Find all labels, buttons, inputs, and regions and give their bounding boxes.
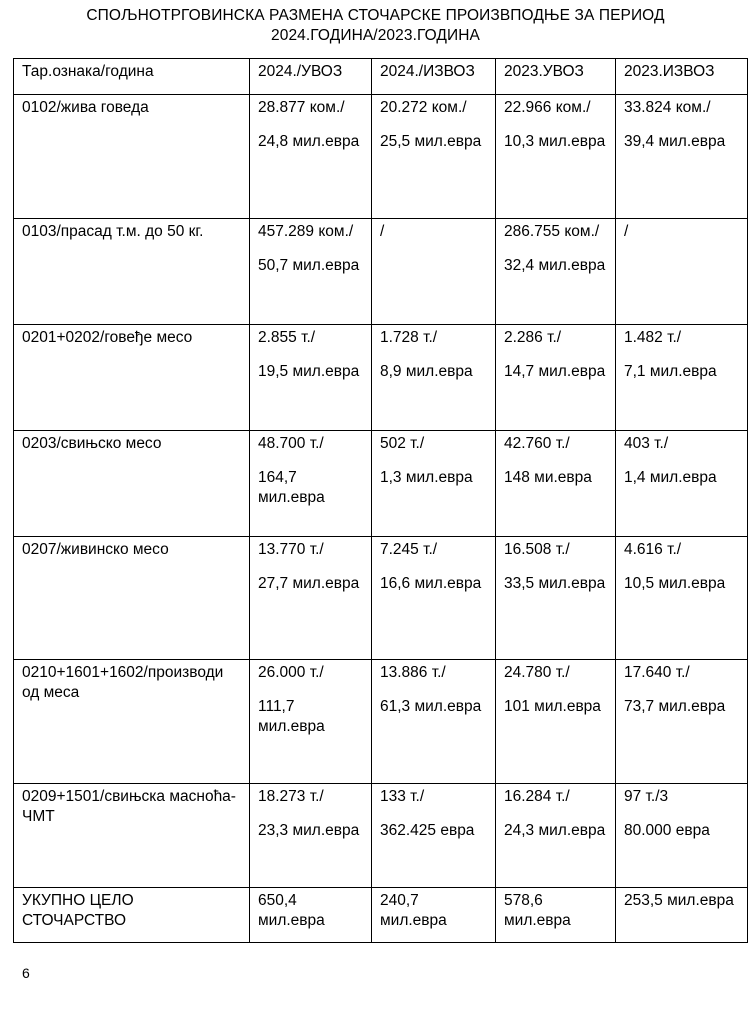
- row-label-cell: 0209+1501/свињска масноћа-ЧМТ: [14, 784, 250, 888]
- cell-value: 148 ми.евра: [504, 469, 592, 486]
- table-row: [14, 537, 748, 660]
- cell-value: 1,3 мил.евра: [380, 469, 473, 486]
- value-cell: [496, 431, 616, 537]
- cell-value: 80.000 евра: [624, 822, 710, 839]
- cell-value: 111,7 мил.евра: [258, 698, 325, 735]
- value-cell: [372, 888, 496, 943]
- cell-quantity: 1.728 т./: [380, 329, 438, 346]
- value-cell: [250, 660, 372, 784]
- cell-value: 10,5 мил.евра: [624, 575, 726, 592]
- row-label-cell: 0207/живинско месо: [14, 537, 250, 660]
- cell-quantity: 502 т./: [380, 435, 425, 452]
- cell-quantity: 2.855 т./: [258, 329, 316, 346]
- cell-quantity: 253,5 мил.евра: [624, 892, 734, 909]
- cell-quantity: 133 т./: [380, 788, 425, 805]
- value-cell: [372, 660, 496, 784]
- table-row: [14, 660, 748, 784]
- header-cell-2023-export: 2023.ИЗВОЗ: [616, 59, 748, 95]
- table-row: [14, 219, 748, 325]
- value-cell: [616, 95, 748, 219]
- cell-quantity: 26.000 т./: [258, 664, 324, 681]
- cell-value: 23,3 мил.евра: [258, 822, 360, 839]
- value-cell: [496, 784, 616, 888]
- cell-value: 164,7 мил.евра: [258, 469, 325, 506]
- cell-value: 25,5 мил.евра: [380, 133, 482, 150]
- cell-quantity: 2.286 т./: [504, 329, 562, 346]
- cell-quantity: 20.272 ком./: [380, 99, 467, 116]
- value-cell: [496, 660, 616, 784]
- cell-value: 101 мил.евра: [504, 698, 601, 715]
- cell-quantity: 240,7 мил.евра: [380, 892, 447, 929]
- table-header-row: [14, 59, 748, 95]
- cell-value: 32,4 мил.евра: [504, 257, 606, 274]
- cell-value: 50,7 мил.евра: [258, 257, 360, 274]
- cell-value: 14,7 мил.евра: [504, 363, 606, 380]
- table-body: [14, 95, 748, 943]
- row-label-cell: 0203/свињско месо: [14, 431, 250, 537]
- cell-quantity: 42.760 т./: [504, 435, 570, 452]
- cell-value: 10,3 мил.евра: [504, 133, 606, 150]
- cell-value: 61,3 мил.евра: [380, 698, 482, 715]
- cell-quantity: 22.966 ком./: [504, 99, 591, 116]
- cell-value: 8,9 мил.евра: [380, 363, 473, 380]
- cell-quantity: 7.245 т./: [380, 541, 438, 558]
- value-cell: [250, 95, 372, 219]
- cell-quantity: 24.780 т./: [504, 664, 570, 681]
- value-cell: [372, 95, 496, 219]
- row-label-cell: УКУПНО ЦЕЛО СТОЧАРСТВО: [14, 888, 250, 943]
- trade-table: [13, 58, 748, 943]
- cell-quantity: 4.616 т./: [624, 541, 682, 558]
- cell-quantity: 13.886 т./: [380, 664, 446, 681]
- title-line-2: 2024.ГОДИНА/2023.ГОДИНА: [271, 27, 480, 44]
- title-line-1: СПОЉНОТРГОВИНСКА РАЗМЕНА СТОЧАРСКЕ ПРОИЗВПОДЊЕ ЗА ПЕРИОД: [86, 7, 665, 24]
- header-cell-2024-import: 2024./УВОЗ: [250, 59, 372, 95]
- cell-value: 1,4 мил.евра: [624, 469, 717, 486]
- cell-value: 24,3 мил.евра: [504, 822, 606, 839]
- cell-value: 19,5 мил.евра: [258, 363, 360, 380]
- value-cell: [616, 784, 748, 888]
- cell-quantity: 28.877 ком./: [258, 99, 345, 116]
- value-cell: [616, 325, 748, 431]
- row-label-cell: 0102/жива говеда: [14, 95, 250, 219]
- value-cell: [372, 537, 496, 660]
- cell-quantity: 48.700 т./: [258, 435, 324, 452]
- value-cell: [250, 888, 372, 943]
- value-cell: [616, 537, 748, 660]
- value-cell: [496, 537, 616, 660]
- value-cell: [250, 219, 372, 325]
- table-row: [14, 431, 748, 537]
- value-cell: [616, 660, 748, 784]
- cell-quantity: 650,4 мил.евра: [258, 892, 325, 929]
- cell-value: 27,7 мил.евра: [258, 575, 360, 592]
- value-cell: [496, 219, 616, 325]
- cell-quantity: 578,6 мил.евра: [504, 892, 571, 929]
- row-label-cell: 0103/прасад т.м. до 50 кг.: [14, 219, 250, 325]
- value-cell: [250, 784, 372, 888]
- cell-value: 16,6 мил.евра: [380, 575, 482, 592]
- cell-quantity: 33.824 ком./: [624, 99, 711, 116]
- value-cell: [616, 888, 748, 943]
- value-cell: [496, 95, 616, 219]
- cell-quantity: 403 т./: [624, 435, 669, 452]
- cell-value: 24,8 мил.евра: [258, 133, 360, 150]
- cell-quantity: 18.273 т./: [258, 788, 324, 805]
- cell-quantity: 286.755 ком./: [504, 223, 600, 240]
- value-cell: [616, 219, 748, 325]
- row-label-cell: 0201+0202/говеђе месо: [14, 325, 250, 431]
- cell-value: 73,7 мил.евра: [624, 698, 726, 715]
- cell-value: 39,4 мил.евра: [624, 133, 726, 150]
- document-title: [0, 6, 751, 46]
- table-row: [14, 888, 748, 943]
- table-row: [14, 325, 748, 431]
- header-cell-2024-export: 2024./ИЗВОЗ: [372, 59, 496, 95]
- cell-quantity: /: [624, 223, 629, 240]
- page-number: 6: [22, 965, 30, 981]
- cell-quantity: 13.770 т./: [258, 541, 324, 558]
- cell-quantity: 1.482 т./: [624, 329, 682, 346]
- value-cell: [372, 219, 496, 325]
- value-cell: [616, 431, 748, 537]
- value-cell: [372, 431, 496, 537]
- value-cell: [496, 888, 616, 943]
- value-cell: [250, 431, 372, 537]
- cell-quantity: 16.284 т./: [504, 788, 570, 805]
- cell-quantity: 17.640 т./: [624, 664, 690, 681]
- header-cell-2023-import: 2023.УВОЗ: [496, 59, 616, 95]
- cell-value: 7,1 мил.евра: [624, 363, 717, 380]
- cell-quantity: 16.508 т./: [504, 541, 570, 558]
- value-cell: [372, 784, 496, 888]
- value-cell: [496, 325, 616, 431]
- cell-value: 33,5 мил.евра: [504, 575, 606, 592]
- table-row: [14, 95, 748, 219]
- row-label-cell: 0210+1601+1602/производи од меса: [14, 660, 250, 784]
- cell-quantity: 457.289 ком./: [258, 223, 354, 240]
- value-cell: [372, 325, 496, 431]
- cell-quantity: 97 т./3: [624, 788, 669, 805]
- cell-quantity: /: [380, 223, 385, 240]
- header-cell-tariff-year: Тар.ознака/година: [14, 59, 250, 95]
- value-cell: [250, 325, 372, 431]
- value-cell: [250, 537, 372, 660]
- cell-value: 362.425 евра: [380, 822, 475, 839]
- table-row: [14, 784, 748, 888]
